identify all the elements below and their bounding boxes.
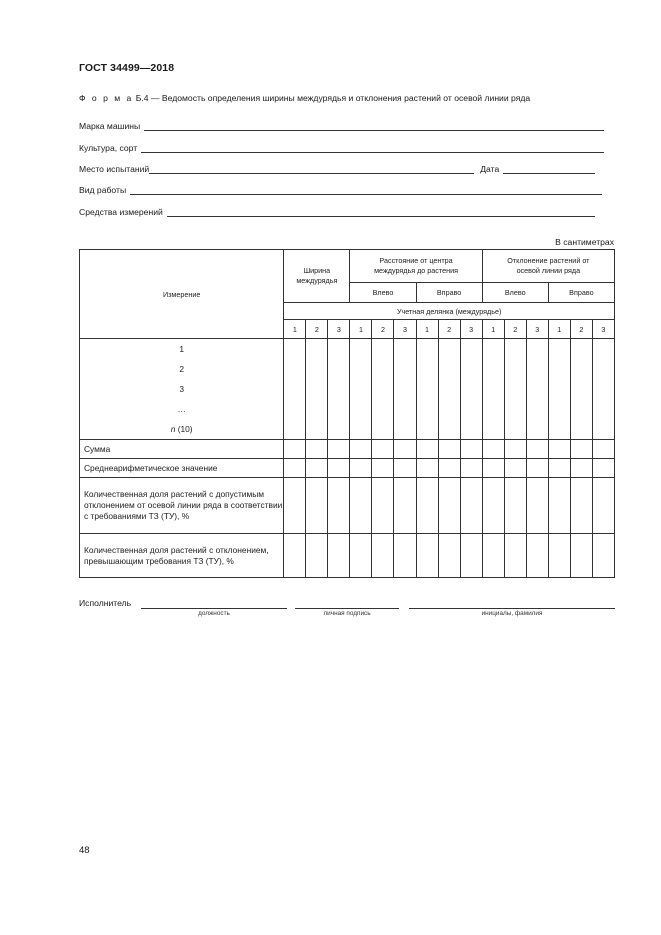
table-cell[interactable] (284, 459, 306, 478)
plot-number: 2 (306, 320, 328, 339)
table-cell[interactable] (328, 339, 350, 440)
table-cell[interactable] (460, 478, 482, 534)
form-word: Ф о р м а (79, 93, 134, 103)
units-note: В сантиметрах (555, 237, 614, 247)
n-count: (10) (175, 424, 193, 434)
plot-number: 2 (438, 320, 460, 339)
table-cell[interactable] (328, 459, 350, 478)
table-cell[interactable] (372, 339, 394, 440)
table-cell[interactable] (306, 534, 328, 578)
table-cell[interactable] (526, 440, 548, 459)
table-cell[interactable] (394, 478, 416, 534)
table-cell[interactable] (438, 478, 460, 534)
position-line[interactable] (141, 608, 287, 609)
field-crop-variety (79, 143, 604, 153)
table-cell[interactable] (372, 459, 394, 478)
plot-number: 3 (394, 320, 416, 339)
table-cell[interactable] (504, 339, 526, 440)
plot-number: 3 (526, 320, 548, 339)
measurement-row-label: 1 (179, 344, 184, 354)
table-cell[interactable] (328, 440, 350, 459)
table-cell[interactable] (350, 440, 372, 459)
table-cell[interactable] (394, 339, 416, 440)
measurement-table (79, 249, 615, 578)
table-cell[interactable] (350, 534, 372, 578)
table-cell[interactable] (526, 339, 548, 440)
machine-brand-label: Марка машины (79, 121, 141, 131)
table-cell[interactable] (548, 478, 570, 534)
table-cell[interactable] (394, 534, 416, 578)
table-cell[interactable] (372, 478, 394, 534)
field-measuring-tools (79, 207, 595, 217)
date-label: Дата (480, 164, 500, 174)
table-cell[interactable] (548, 339, 570, 440)
signature-line[interactable] (295, 608, 399, 609)
table-cell[interactable] (504, 459, 526, 478)
table-cell[interactable] (438, 534, 460, 578)
table-cell[interactable] (372, 440, 394, 459)
table-cell[interactable] (482, 534, 504, 578)
header-deviation: Отклонение растений от осевой линии ряда (482, 250, 614, 283)
table-cell[interactable] (482, 440, 504, 459)
work-type-line[interactable] (130, 185, 602, 195)
header-distance-right: Вправо (416, 283, 482, 303)
executor-label: Исполнитель (79, 598, 132, 608)
table-cell[interactable] (482, 339, 504, 440)
measurement-rows (80, 339, 284, 440)
table-cell[interactable] (504, 440, 526, 459)
table-cell[interactable] (570, 478, 592, 534)
initials-line[interactable] (409, 608, 615, 609)
table-cell[interactable] (284, 534, 306, 578)
table-cell[interactable] (548, 459, 570, 478)
plot-number: 2 (372, 320, 394, 339)
table-cell[interactable] (482, 459, 504, 478)
table-cell[interactable] (350, 339, 372, 440)
n-symbol: n (170, 424, 176, 434)
table-cell[interactable] (416, 339, 438, 440)
table-cell[interactable] (592, 459, 614, 478)
table-cell[interactable] (350, 478, 372, 534)
header-deviation-right: Вправо (548, 283, 614, 303)
table-cell[interactable] (570, 440, 592, 459)
plot-number: 1 (548, 320, 570, 339)
measuring-tools-label: Средства измерений (79, 207, 163, 217)
plot-number: 1 (416, 320, 438, 339)
table-cell[interactable] (592, 440, 614, 459)
test-site-line[interactable] (149, 164, 474, 174)
plot-number: 1 (350, 320, 372, 339)
header-distance: Расстояние от центра междурядья до растения (350, 250, 482, 283)
header-measurement: Измерение (80, 250, 284, 339)
table-cell[interactable] (394, 440, 416, 459)
table-cell[interactable] (570, 534, 592, 578)
plot-number: 1 (482, 320, 504, 339)
table-cell[interactable] (504, 478, 526, 534)
page-number: 48 (79, 845, 90, 856)
row-share-exceeding: Количественная доля растений с отклонением, превышающим требования ТЗ (ТУ), % (80, 534, 284, 578)
machine-brand-line[interactable] (144, 121, 604, 131)
table-cell[interactable] (306, 339, 328, 440)
table-cell[interactable] (460, 459, 482, 478)
measurement-row-label: 2 (179, 364, 184, 374)
table-cell[interactable] (570, 339, 592, 440)
header-deviation-left: Влево (482, 283, 548, 303)
signature-caption: личная подпись (323, 610, 371, 617)
plot-number: 1 (284, 320, 306, 339)
table-cell[interactable] (504, 534, 526, 578)
work-type-label: Вид работы (79, 185, 127, 195)
plot-number: 3 (328, 320, 350, 339)
field-machine-brand (79, 121, 604, 131)
header-plot: Учетная делянка (междурядье) (284, 303, 615, 320)
table-cell[interactable] (592, 478, 614, 534)
table-cell[interactable] (548, 440, 570, 459)
table-cell[interactable] (416, 440, 438, 459)
row-mean: Среднеарифметическое значение (80, 459, 284, 478)
row-sum: Сумма (80, 440, 284, 459)
measurement-row-label-n (80, 419, 283, 439)
table-cell[interactable] (328, 534, 350, 578)
measuring-tools-line[interactable] (167, 207, 595, 217)
signature-block (79, 598, 619, 628)
table-cell[interactable] (460, 534, 482, 578)
standard-code: ГОСТ 34499—2018 (79, 62, 175, 74)
table-cell[interactable] (350, 459, 372, 478)
table-cell[interactable] (570, 459, 592, 478)
plot-number: 3 (460, 320, 482, 339)
crop-variety-line[interactable] (141, 143, 604, 153)
field-test-site (79, 164, 595, 174)
form-title (79, 93, 530, 103)
initials-caption: инициалы, фамилия (481, 610, 543, 617)
table-cell[interactable] (526, 534, 548, 578)
plot-number: 3 (592, 320, 614, 339)
table-cell[interactable] (416, 459, 438, 478)
table-cell[interactable] (438, 440, 460, 459)
table-cell[interactable] (482, 478, 504, 534)
table-cell[interactable] (284, 440, 306, 459)
header-distance-left: Влево (350, 283, 416, 303)
table-cell[interactable] (284, 339, 306, 440)
table-cell[interactable] (416, 478, 438, 534)
measurement-row-label: … (177, 404, 186, 414)
table-cell[interactable] (526, 459, 548, 478)
test-site-label: Место испытаний (79, 164, 150, 174)
table-cell[interactable] (416, 534, 438, 578)
position-caption: должность (198, 610, 230, 617)
header-row-width: Ширина междурядья (284, 250, 350, 303)
table-cell[interactable] (526, 478, 548, 534)
table-cell[interactable] (592, 339, 614, 440)
row-share-within: Количественная доля растений с допустимым отклонением от осевой линии ряда в соответствии с требованиями ТЗ (ТУ), % (80, 478, 284, 534)
table-cell[interactable] (284, 478, 306, 534)
date-line[interactable] (503, 164, 595, 174)
table-cell[interactable] (306, 478, 328, 534)
table-cell[interactable] (306, 440, 328, 459)
table-cell[interactable] (460, 440, 482, 459)
table-cell[interactable] (438, 459, 460, 478)
plot-number: 2 (504, 320, 526, 339)
table-cell[interactable] (460, 339, 482, 440)
measurement-row-label: 3 (179, 384, 184, 394)
crop-variety-label: Культура, сорт (79, 143, 138, 153)
plot-number: 2 (570, 320, 592, 339)
table-cell[interactable] (394, 459, 416, 478)
table-cell[interactable] (592, 534, 614, 578)
table-cell[interactable] (438, 339, 460, 440)
form-title-text: Б.4 — Ведомость определения ширины междурядья и отклонения растений от осевой линии ряда (133, 93, 531, 103)
table-cell[interactable] (328, 478, 350, 534)
table-cell[interactable] (306, 459, 328, 478)
field-work-type (79, 185, 602, 195)
table-cell[interactable] (372, 534, 394, 578)
table-cell[interactable] (548, 534, 570, 578)
